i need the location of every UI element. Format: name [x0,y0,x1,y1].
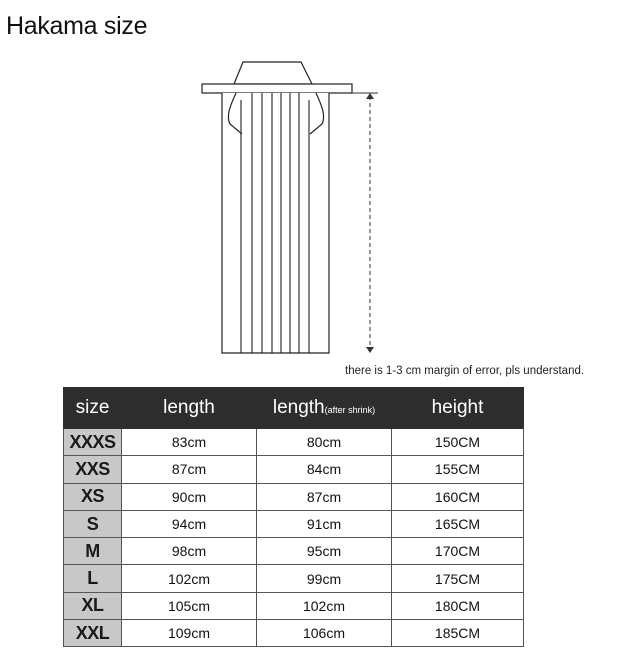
hakama-belt [202,84,352,93]
length-after-cell: 80cm [257,429,392,456]
length-cell: 105cm [122,592,257,619]
size-cell: XXL [64,620,122,647]
size-cell: M [64,538,122,565]
length-cell: 87cm [122,456,257,483]
table-row [64,483,524,510]
height-cell: 180CM [392,592,524,619]
length-cell: 83cm [122,429,257,456]
length-after-cell: 84cm [257,456,392,483]
size-cell: XXS [64,456,122,483]
page-title: Hakama size [6,12,148,40]
length-after-cell: 87cm [257,483,392,510]
table-row [64,538,524,565]
length-cell: 109cm [122,620,257,647]
height-cell: 170CM [392,538,524,565]
length-cell: 90cm [122,483,257,510]
header-length-after-shrink: length(after shrink) [257,388,392,429]
height-cell: 150CM [392,429,524,456]
size-cell: S [64,510,122,537]
size-cell: L [64,565,122,592]
size-cell: XS [64,483,122,510]
hakama-waistboard [234,62,312,84]
length-after-cell: 99cm [257,565,392,592]
size-cell: XL [64,592,122,619]
length-after-cell: 95cm [257,538,392,565]
table-row [64,565,524,592]
length-after-cell: 106cm [257,620,392,647]
size-cell: XXXS [64,429,122,456]
table-row [64,620,524,647]
header-height: height [392,388,524,429]
margin-of-error-note: there is 1-3 cm margin of error, pls understand. [345,365,585,377]
length-cell: 102cm [122,565,257,592]
height-cell: 155CM [392,456,524,483]
height-cell: 175CM [392,565,524,592]
table-row [64,592,524,619]
length-after-cell: 102cm [257,592,392,619]
length-indicator [352,93,378,353]
header-size: size [64,388,122,429]
length-cell: 94cm [122,510,257,537]
table-header-row [64,388,524,429]
height-cell: 165CM [392,510,524,537]
header-length: length [122,388,257,429]
height-cell: 160CM [392,483,524,510]
table-row [64,510,524,537]
length-after-cell: 91cm [257,510,392,537]
size-table [63,387,524,647]
table-row [64,429,524,456]
height-cell: 185CM [392,620,524,647]
table-row [64,456,524,483]
length-cell: 98cm [122,538,257,565]
